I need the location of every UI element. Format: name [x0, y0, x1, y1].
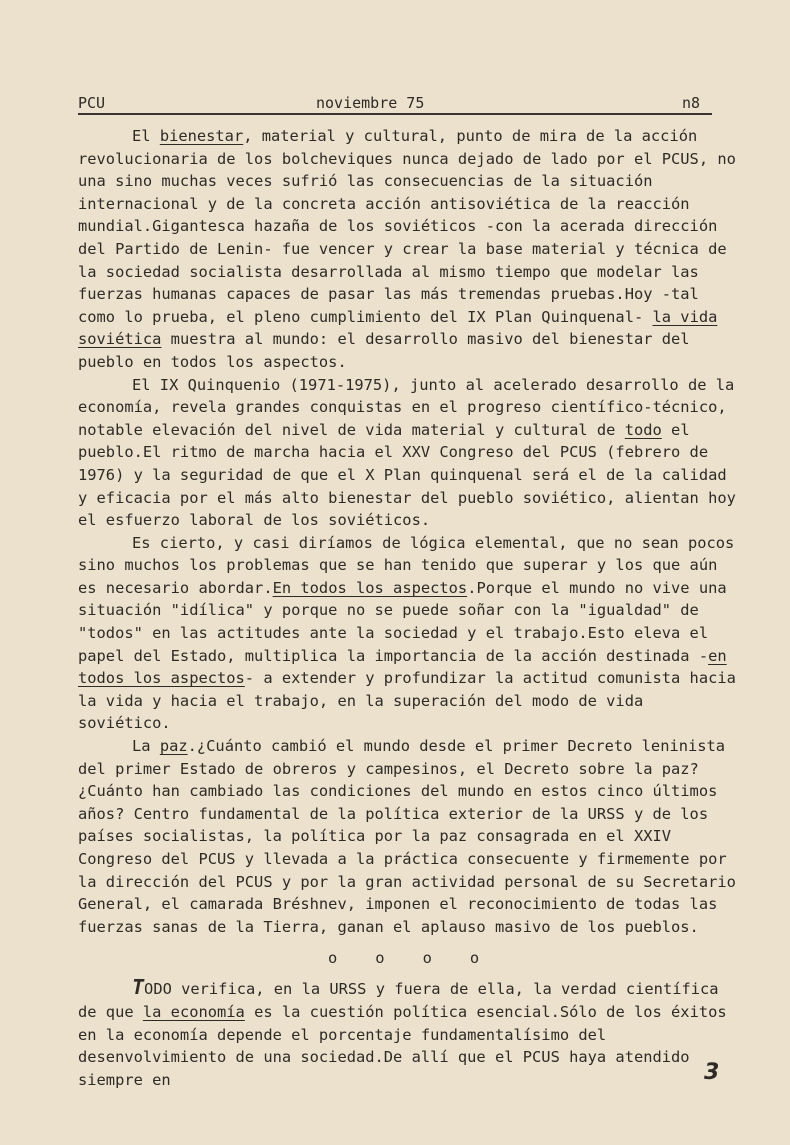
drop-capital: T: [132, 975, 145, 1000]
header-rule: [78, 113, 712, 115]
underlined-text: En todos los aspectos: [272, 578, 468, 597]
text-segment: La: [132, 737, 160, 756]
section-separator: [78, 940, 742, 976]
separator-mark: o: [422, 949, 450, 968]
paragraph: [78, 125, 742, 374]
text-segment: Es cierto, y casi diríamos de lógica elemental, que no sean pocos sino muchos los problemas que se han tenido que superar y los que aún es necesario abordar.: [78, 533, 735, 597]
text-segment: .Porque el mundo no vive una situación "idílica" y porque no se puede soñar con la "igualdad" de "todos" en las actitudes ante la sociedad y el trabajo.Esto eleva el papel del Estado, multiplica la importancia de la acción destinada -: [78, 578, 727, 665]
underlined-text: paz: [159, 737, 188, 756]
text-segment: El: [132, 127, 160, 145]
separator-mark: o: [469, 949, 498, 968]
text-segment: ODO verifica, en la URSS y fuera de ella, la verdad científica de que: [78, 980, 719, 1021]
underlined-text: en todos los aspectos: [78, 646, 727, 688]
text-segment: - a extender y profundizar la actitud comunista hacia la vida y hacia el trabajo, en la superación del modo de vida soviético.: [78, 669, 736, 733]
article-body: [78, 125, 742, 1091]
text-segment: .¿Cuánto cambió el mundo desde el primer Decreto leninista del primer Estado de obreros y campesinos, el Decreto sobre la paz? ¿Cuánto han cambiado las condiciones del mundo en estos cinco últimos años? Centro fundamental de la política exterior de la URSS y de los países socialistas, la política por la paz consagrada en el XXIV Congreso del PCUS y llevada a la práctica consecuente y firmemente por la dirección del PCUS y por la gran actividad personal de su Secretario General, el camarada Bréshnev, imponen el reconocimiento de todas las fuerzas sanas de la Tierra, ganan el aplauso masivo de los pueblos.: [78, 737, 736, 936]
header-date: noviembre 75: [316, 94, 425, 112]
text-segment: muestra al mundo: el desarrollo masivo del bienestar del pueblo en todos los aspectos.: [78, 330, 690, 371]
paragraph: [78, 374, 742, 532]
underlined-text: todo: [624, 420, 662, 439]
text-segment: el pueblo.El ritmo de marcha hacia el XXV Congreso del PCUS (febrero de 1976) y la seguridad de que el X Plan quinquenal será el de la calidad y eficacia por el más alto bienestar del pueblo soviético, alientan hoy el esfuerzo laboral de los soviéticos.: [78, 420, 736, 530]
header-publication: PCU: [78, 94, 106, 112]
separator-mark: o: [375, 949, 403, 968]
paragraph: [78, 532, 742, 735]
underlined-text: bienestar: [159, 127, 244, 145]
header-issue-number: n8: [682, 94, 701, 112]
text-segment: es la cuestión política esencial.Sólo de los éxitos en la economía depende el porcentaje fundamentalísimo del desenvolvimiento de una sociedad.De allí que el PCUS haya atendido siempre en: [78, 1002, 727, 1089]
final-paragraph: [78, 976, 742, 1091]
underlined-text: la vida soviética: [78, 307, 718, 349]
page-number: 3: [704, 1060, 720, 1085]
paragraph: [78, 735, 742, 938]
text-segment: , material y cultural, punto de mira de la acción revolucionaria de los bolcheviques nunca dejado de lado por el PCUS, no una sino muchas veces sufrió las consecuencias de la situación internacional y de la concreta acción antisoviética de la reacción mundial.Gigantesca hazaña de los soviéticos -con la acerada dirección del Partido de Lenin- fue vencer y crear la base material y técnica de la sociedad socialista desarrollada al mismo tiempo que modelar las fuerzas humanas capaces de pasar las más tremendas pruebas.Hoy -tal como lo prueba, el pleno cumplimiento del IX Plan Quinquenal-: [78, 127, 736, 326]
underlined-text: la economía: [142, 1002, 245, 1021]
text-segment: El IX Quinquenio (1971-1975), junto al acelerado desarrollo de la economía, revela grandes conquistas en el progreso científico-técnico, notable elevación del nivel de vida material y cultural de: [78, 375, 735, 439]
separator-mark: o: [328, 949, 356, 968]
